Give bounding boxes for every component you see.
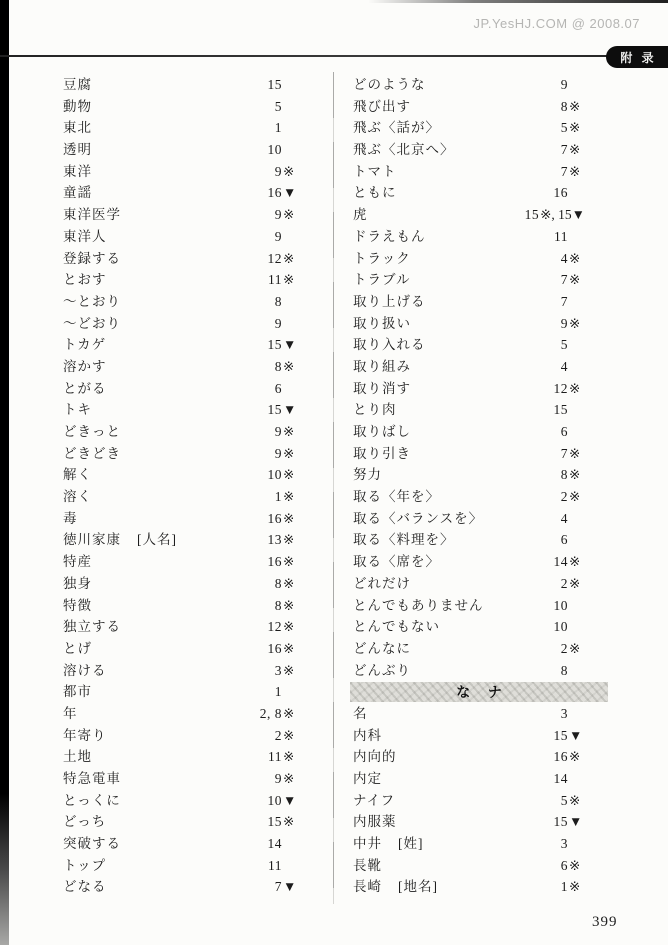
entry-marker: ※ xyxy=(283,510,295,526)
index-row xyxy=(353,486,585,508)
entry-marker: ※ xyxy=(569,315,581,331)
index-row xyxy=(63,508,299,530)
entry-marker: ※ xyxy=(283,727,295,743)
index-row xyxy=(353,334,585,356)
entry-marker: ※ xyxy=(283,250,295,266)
entry-word: どれだけ xyxy=(353,575,411,591)
entry-page-ref: 15 xyxy=(267,402,282,418)
entry-page-ref: 16 xyxy=(267,554,282,570)
entry-word: 東洋医学 xyxy=(63,207,121,223)
entry-marker: ※ xyxy=(283,705,295,721)
entry-marker: ※ xyxy=(283,640,295,656)
index-row xyxy=(63,529,299,551)
entry-page-ref: 4 xyxy=(560,510,568,526)
entry-marker: ※ xyxy=(569,640,581,656)
entry-marker: ※ xyxy=(283,554,295,570)
index-row xyxy=(63,616,299,638)
entry-word: 土地 xyxy=(63,749,92,765)
entry-word: どんなに xyxy=(353,640,411,656)
entry-word: 長靴 xyxy=(353,857,382,873)
entry-page-ref: 15 xyxy=(524,207,540,223)
entry-page-ref: 14 xyxy=(553,771,568,786)
index-row xyxy=(63,855,299,877)
entry-marker: ※ xyxy=(569,749,581,765)
index-row xyxy=(63,74,299,96)
entry-marker: ※ xyxy=(569,272,581,288)
entry-page-ref: 7 xyxy=(560,445,568,461)
index-row xyxy=(353,638,585,660)
entry-word: 虎 xyxy=(353,207,368,223)
entry-word: 飛び出す xyxy=(353,98,411,114)
entry-marker: ※ xyxy=(569,792,581,808)
entry-page-ref: 8 xyxy=(560,98,568,114)
index-row xyxy=(63,486,299,508)
index-row xyxy=(353,443,585,465)
entry-page-ref: 2 xyxy=(560,640,568,656)
entry-word: とがる xyxy=(63,380,107,396)
page-number: 399 xyxy=(592,914,618,930)
index-row xyxy=(63,378,299,400)
entry-page-ref: 1 xyxy=(274,684,282,700)
index-row xyxy=(63,204,299,226)
entry-word: 東洋 xyxy=(63,163,92,179)
entry-page-ref: 16 xyxy=(553,749,568,765)
scan-edge-artifact xyxy=(368,0,668,3)
index-row xyxy=(353,833,585,855)
section-band xyxy=(350,682,608,702)
entry-marker: ※ xyxy=(283,771,295,786)
entry-word: 解く xyxy=(63,467,92,483)
index-row xyxy=(63,313,299,335)
entry-word: 東北 xyxy=(63,120,92,136)
index-row xyxy=(353,746,585,768)
entry-page-ref: 5 xyxy=(560,337,568,353)
index-row xyxy=(353,725,585,747)
entry-page-ref: 9 xyxy=(274,163,282,179)
entry-page-ref: 7 xyxy=(560,293,568,309)
index-row xyxy=(353,508,585,530)
entry-page-ref: 9 xyxy=(274,445,282,461)
index-row xyxy=(63,876,299,898)
entry-page-ref: 11 xyxy=(554,228,568,244)
index-row xyxy=(353,182,585,204)
index-row xyxy=(353,356,585,378)
index-row xyxy=(63,790,299,812)
index-row xyxy=(63,681,299,703)
entry-page-ref: 5 xyxy=(560,792,568,808)
index-row xyxy=(63,768,299,790)
entry-word: 取り入れる xyxy=(353,337,426,353)
index-row xyxy=(353,811,585,833)
entry-word: ～とおり xyxy=(63,293,121,309)
index-row xyxy=(63,96,299,118)
entry-word: 溶かす xyxy=(63,358,107,374)
index-row xyxy=(63,334,299,356)
entry-word: 飛ぶ〈北京へ〉 xyxy=(353,142,455,158)
entry-note: [地名] xyxy=(398,879,438,895)
entry-marker: ※ xyxy=(569,250,581,266)
entry-word: 飛ぶ〈話が〉 xyxy=(353,120,440,136)
entry-marker: ※ xyxy=(569,163,581,179)
entry-marker: ※ xyxy=(569,120,581,136)
entry-word: 内向的 xyxy=(353,749,397,765)
index-row xyxy=(63,746,299,768)
index-row xyxy=(63,573,299,595)
entry-page-ref: 12 xyxy=(553,380,568,396)
index-row xyxy=(63,226,299,248)
entry-word: 溶ける xyxy=(63,662,107,678)
entry-word: トップ xyxy=(63,857,107,873)
entry-page-ref: 12 xyxy=(267,250,282,266)
entry-word: どんぶり xyxy=(353,662,411,678)
entry-page-ref: 10 xyxy=(553,619,568,635)
entry-marker: ▼ xyxy=(569,814,583,830)
index-row xyxy=(353,616,585,638)
entry-page-ref: 6 xyxy=(560,424,568,439)
entry-marker: ※ xyxy=(569,98,581,114)
entry-page-ref: 9 xyxy=(274,424,282,439)
entry-word: 独立する xyxy=(63,619,121,635)
entry-word: ナイフ xyxy=(353,792,396,808)
index-row xyxy=(353,248,585,270)
entry-word: 童謡 xyxy=(63,185,92,201)
entry-word: 努力 xyxy=(353,467,382,483)
entry-word: 内定 xyxy=(353,771,382,786)
entry-word: トラブル xyxy=(353,272,411,288)
entry-page-ref: 16 xyxy=(267,640,282,656)
entry-page-ref: 7 xyxy=(274,879,282,895)
entry-word: 取る〈席を〉 xyxy=(353,554,440,570)
header-rule xyxy=(0,55,668,57)
entry-page-ref: 14 xyxy=(553,554,568,570)
entry-page-ref: 9 xyxy=(274,315,282,331)
index-row xyxy=(63,464,299,486)
index-row xyxy=(353,768,585,790)
entry-page-ref: 10 xyxy=(553,597,568,613)
watermark: JP.YesHJ.COM @ 2008.07 xyxy=(473,16,640,31)
entry-word: 内服薬 xyxy=(353,814,397,830)
entry-word: 溶く xyxy=(63,489,92,505)
entry-marker: ※ xyxy=(569,142,581,158)
index-row xyxy=(353,529,585,551)
entry-marker: ※ xyxy=(283,445,295,461)
column-divider xyxy=(333,72,334,904)
entry-word: ドラえもん xyxy=(353,228,426,244)
entry-word: 透明 xyxy=(63,142,92,158)
entry-word: どっち xyxy=(63,814,107,830)
entry-marker: ※ xyxy=(283,597,295,613)
entry-page-ref: 7 xyxy=(560,163,568,179)
entry-word: とおす xyxy=(63,272,107,288)
entry-marker: ※ xyxy=(569,575,581,591)
index-row xyxy=(353,378,585,400)
index-row xyxy=(353,421,585,443)
entry-page-ref: 2, 8 xyxy=(259,705,282,721)
entry-word: 徳川家康 [人名] xyxy=(63,532,177,548)
entry-marker: ※ xyxy=(569,879,581,895)
entry-word: 突破する xyxy=(63,836,121,852)
entry-page-ref: 4 xyxy=(560,358,568,374)
entry-page-ref: 8 xyxy=(560,467,568,483)
entry-marker: ※ xyxy=(283,272,295,288)
index-row xyxy=(353,464,585,486)
section-band-label: な ナ xyxy=(456,686,509,702)
entry-marker: ※ xyxy=(283,619,295,635)
entry-page-ref: 15 xyxy=(553,727,568,743)
entry-word: 年 xyxy=(63,705,78,721)
entry-page-ref: 3 xyxy=(560,836,568,852)
entry-page-ref: 9 xyxy=(560,315,568,331)
entry-word: トキ xyxy=(63,402,92,418)
entry-word: トカゲ xyxy=(63,337,107,353)
index-row xyxy=(63,551,299,573)
entry-page-ref: 15 xyxy=(267,77,282,92)
entry-page-ref: 8 xyxy=(274,575,282,591)
entry-page-ref: 12 xyxy=(267,619,282,635)
entry-word: 取る〈料理を〉 xyxy=(353,532,455,548)
index-row xyxy=(63,117,299,139)
entry-word: 取る〈年を〉 xyxy=(353,489,440,505)
entry-word: 内科 xyxy=(353,727,382,743)
entry-word: どきっと xyxy=(63,424,121,439)
entry-marker: ※ xyxy=(283,489,295,505)
entry-word: 毒 xyxy=(63,510,78,526)
entry-word: 取り引き xyxy=(353,445,411,461)
entry-page-ref: 3 xyxy=(274,662,282,678)
entry-page-ref: 10 xyxy=(267,467,282,483)
entry-marker: ※, 15▼ xyxy=(540,207,585,223)
entry-page-ref: 6 xyxy=(560,857,568,873)
index-row xyxy=(353,660,585,682)
entry-page-ref: 2 xyxy=(560,489,568,505)
entry-marker: ▼ xyxy=(569,727,583,743)
entry-word: とっくに xyxy=(63,792,121,808)
index-row xyxy=(353,204,585,226)
entry-page-ref: 13 xyxy=(267,532,282,548)
entry-marker: ※ xyxy=(569,380,581,396)
index-row xyxy=(353,74,585,96)
entry-marker: ※ xyxy=(283,424,295,439)
entry-page-ref: 11 xyxy=(268,857,282,873)
index-row xyxy=(353,139,585,161)
index-row xyxy=(353,96,585,118)
entry-word: とり肉 xyxy=(353,402,397,418)
entry-marker: ※ xyxy=(283,662,295,678)
index-row xyxy=(63,703,299,725)
entry-page-ref: 11 xyxy=(268,272,282,288)
entry-marker: ※ xyxy=(283,749,295,765)
entry-word: とんでもありません xyxy=(353,597,484,613)
entry-note: [姓] xyxy=(398,836,424,852)
entry-note: [人名] xyxy=(137,532,177,548)
entry-page-ref: 8 xyxy=(560,662,568,678)
index-row xyxy=(353,161,585,183)
entry-word: どなる xyxy=(63,879,107,895)
entry-marker: ※ xyxy=(283,207,295,223)
entry-word: 取り消す xyxy=(353,380,411,396)
entry-marker: ※ xyxy=(283,163,295,179)
entry-page-ref: 1 xyxy=(274,489,282,505)
entry-page-ref: 3 xyxy=(560,705,568,721)
entry-page-ref: 8 xyxy=(274,293,282,309)
entry-page-ref: 4 xyxy=(560,250,568,266)
entry-page-ref: 15 xyxy=(553,814,568,830)
index-row xyxy=(63,725,299,747)
entry-marker: ※ xyxy=(569,445,581,461)
index-row xyxy=(63,161,299,183)
entry-marker: ※ xyxy=(283,814,295,830)
entry-marker: ※ xyxy=(569,554,581,570)
entry-word: 年寄り xyxy=(63,727,107,743)
entry-page-ref: 10 xyxy=(267,792,282,808)
index-row xyxy=(353,399,585,421)
entry-page-ref: 7 xyxy=(560,272,568,288)
entry-page-ref: 15 xyxy=(267,814,282,830)
index-row xyxy=(63,638,299,660)
entry-word: トラック xyxy=(353,250,411,266)
entry-word: どのような xyxy=(353,77,426,92)
entry-word: 取り上げる xyxy=(353,293,426,309)
entry-page-ref: 1 xyxy=(560,879,568,895)
index-row xyxy=(353,226,585,248)
index-row xyxy=(353,703,585,725)
index-row xyxy=(353,573,585,595)
index-row xyxy=(353,595,585,617)
entry-marker: ※ xyxy=(283,358,295,374)
entry-page-ref: 15 xyxy=(267,337,282,353)
entry-marker: ※ xyxy=(283,575,295,591)
entry-page-ref: 14 xyxy=(267,836,282,852)
entry-page-ref: 10 xyxy=(267,142,282,158)
index-row xyxy=(353,876,585,898)
entry-word: ～どおり xyxy=(63,315,121,331)
left-column xyxy=(63,74,299,898)
entry-marker: ▼ xyxy=(283,879,297,895)
index-row xyxy=(63,660,299,682)
entry-page-ref: 6 xyxy=(274,380,282,396)
entry-page-ref: 7 xyxy=(560,142,568,158)
index-row xyxy=(353,313,585,335)
entry-marker: ▼ xyxy=(283,337,297,353)
entry-word: 登録する xyxy=(63,250,121,266)
entry-marker: ※ xyxy=(569,489,581,505)
entry-word: 特徴 xyxy=(63,597,92,613)
index-row xyxy=(353,117,585,139)
entry-page-ref: 16 xyxy=(267,510,282,526)
entry-marker: ▼ xyxy=(283,402,297,418)
entry-page-ref: 8 xyxy=(274,358,282,374)
entry-marker: ▼ xyxy=(283,185,297,201)
entry-word: とんでもない xyxy=(353,619,440,635)
entry-page-ref: 2 xyxy=(274,727,282,743)
entry-word: トマト xyxy=(353,163,397,179)
entry-word: 特急電車 xyxy=(63,771,121,786)
entry-word: 中井 [姓] xyxy=(353,836,424,852)
entry-word: 動物 xyxy=(63,98,92,114)
index-row xyxy=(353,291,585,313)
index-row xyxy=(63,811,299,833)
entry-word: ともに xyxy=(353,185,397,201)
index-row xyxy=(353,551,585,573)
entry-word: 都市 xyxy=(63,684,92,700)
entry-word: とげ xyxy=(63,640,92,656)
index-row xyxy=(63,139,299,161)
entry-page-ref: 11 xyxy=(268,749,282,765)
entry-page-ref: 5 xyxy=(274,98,282,114)
entry-page-ref: 8 xyxy=(274,597,282,613)
index-row xyxy=(63,182,299,204)
entry-word: 長崎 [地名] xyxy=(353,879,438,895)
index-row xyxy=(353,855,585,877)
entry-page-ref: 1 xyxy=(274,120,282,136)
index-row xyxy=(63,833,299,855)
entry-marker: ※ xyxy=(569,467,581,483)
index-row xyxy=(63,269,299,291)
index-row xyxy=(63,248,299,270)
binding-shadow xyxy=(0,0,9,945)
index-row xyxy=(353,269,585,291)
entry-word: 取りばし xyxy=(353,424,411,439)
entry-word: 名 xyxy=(353,705,368,721)
entry-page-ref: 9 xyxy=(274,771,282,786)
index-row xyxy=(63,421,299,443)
appendix-tab: 附 录 xyxy=(606,46,668,68)
index-row xyxy=(63,443,299,465)
entry-word: 独身 xyxy=(63,575,92,591)
entry-marker: ※ xyxy=(283,532,295,548)
entry-word: 豆腐 xyxy=(63,77,92,92)
entry-word: どきどき xyxy=(63,445,121,461)
entry-marker: ▼ xyxy=(283,792,297,808)
entry-page-ref: 5 xyxy=(560,120,568,136)
entry-page-ref: 16 xyxy=(553,185,568,201)
entry-page-ref: 6 xyxy=(560,532,568,548)
entry-page-ref: 2 xyxy=(560,575,568,591)
entry-marker: ※ xyxy=(569,857,581,873)
index-row xyxy=(63,399,299,421)
index-row xyxy=(63,291,299,313)
right-column xyxy=(353,74,585,898)
entry-page-ref: 9 xyxy=(560,77,568,92)
index-row xyxy=(63,595,299,617)
entry-word: 取り組み xyxy=(353,358,411,374)
index-row xyxy=(353,790,585,812)
entry-page-ref: 9 xyxy=(274,207,282,223)
index-row xyxy=(63,356,299,378)
entry-word: 取り扱い xyxy=(353,315,411,331)
entry-page-ref: 15 xyxy=(553,402,568,418)
entry-marker: ※ xyxy=(283,467,295,483)
entry-word: 取る〈バランスを〉 xyxy=(353,510,484,526)
entry-page-ref: 16 xyxy=(267,185,282,201)
entry-word: 特産 xyxy=(63,554,92,570)
entry-word: 東洋人 xyxy=(63,228,107,244)
entry-page-ref: 9 xyxy=(274,228,282,244)
